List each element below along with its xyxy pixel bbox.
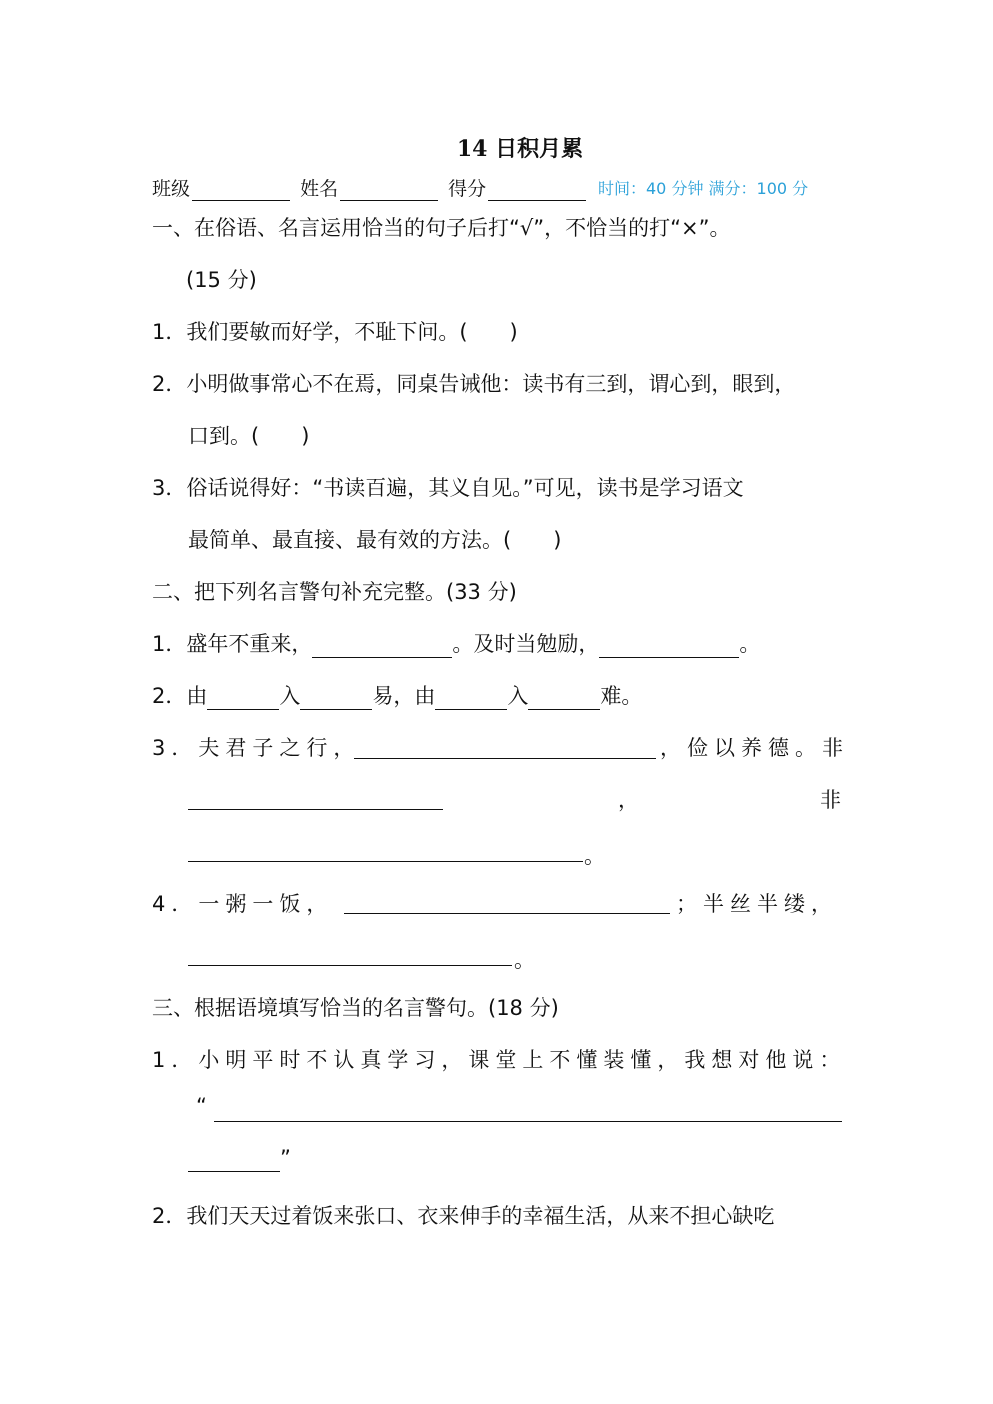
s2-q2-blank-3[interactable] <box>435 687 507 710</box>
s1-question-3-line2: 最简单、最直接、最有效的方法。( ) <box>188 528 562 552</box>
s3-q1-open-quote: “ <box>196 1094 207 1118</box>
page-title: 14 日积月累 <box>456 136 584 162</box>
section1-points: (15 分) <box>186 268 257 292</box>
s2-q2-text-a: 2．由 <box>152 684 208 708</box>
section1-heading: 一、在俗语、名言运用恰当的句子后打“√”，不恰当的打“×”。 <box>152 216 731 240</box>
score-blank[interactable] <box>488 180 586 201</box>
s2-q1-text-c: 。 <box>739 632 761 656</box>
class-label: 班级 <box>152 178 191 200</box>
s3-q1-close-quote: ” <box>280 1146 291 1170</box>
s3-q1-blank-1[interactable] <box>214 1121 842 1122</box>
s2-q3-blank-2[interactable] <box>188 809 443 810</box>
s3-q1-blank-2[interactable] <box>188 1171 280 1172</box>
score-label: 得分 <box>448 178 487 200</box>
s1-question-2-line2: 口到。( ) <box>188 424 310 448</box>
section3-heading: 三、根据语境填写恰当的名言警句。(18 分) <box>152 996 559 1020</box>
s2-q4-blank-2[interactable] <box>188 965 512 966</box>
s2-q2-text-c: 易，由 <box>372 684 436 708</box>
s1-question-1: 1．我们要敏而好学，不耻下问。( ) <box>152 320 518 344</box>
s2-q1-blank-1[interactable] <box>312 635 452 658</box>
s3-question-1-line1: 1．小明平时不认真学习，课堂上不懂装懂，我想对他说： <box>152 1048 847 1072</box>
s2-question-2 <box>152 680 642 710</box>
s2-q2-blank-2[interactable] <box>300 687 372 710</box>
s2-question-1 <box>152 628 760 658</box>
s2-q1-text-b: 。及时当勉励， <box>452 632 600 656</box>
s2-q2-text-b: 入 <box>279 684 301 708</box>
s2-q4-text-c: 。 <box>514 948 535 972</box>
s2-q3-text-d: 非 <box>820 788 841 812</box>
s2-q3-blank-3[interactable] <box>188 861 583 862</box>
name-label: 姓名 <box>300 178 339 200</box>
name-blank[interactable] <box>340 180 438 201</box>
s2-q1-text-a: 1．盛年不重来， <box>152 632 313 656</box>
student-info-row <box>152 174 590 201</box>
s2-q3-text-c: ， <box>618 788 639 812</box>
s1-question-3-line1: 3．俗话说得好：“书读百遍，其义自见。”可见，读书是学习语文 <box>152 476 744 500</box>
s2-q3-text-a: 3．夫君子之行， <box>152 736 361 760</box>
s2-q4-text-a: 4．一粥一饭， <box>152 892 334 916</box>
s2-q4-blank-1[interactable] <box>344 913 670 914</box>
s2-q4-text-b: ；半丝半缕， <box>676 892 838 916</box>
s3-question-2-line1: 2．我们天天过着饭来张口、衣来伸手的幸福生活，从来不担心缺吃 <box>152 1204 775 1228</box>
s2-q3-text-b: ，俭以养德。非 <box>660 736 849 760</box>
time-info: 时间：40 分钟 满分：100 分 <box>598 179 809 198</box>
s2-q2-blank-4[interactable] <box>528 687 600 710</box>
s2-q3-blank-1[interactable] <box>354 758 656 759</box>
s2-q2-blank-1[interactable] <box>207 687 279 710</box>
s2-q2-text-d: 入 <box>507 684 529 708</box>
section2-heading: 二、把下列名言警句补充完整。(33 分) <box>152 580 517 604</box>
class-blank[interactable] <box>192 180 290 201</box>
s2-q3-text-e: 。 <box>584 844 605 868</box>
s2-q2-text-e: 难。 <box>600 684 643 708</box>
s2-q1-blank-2[interactable] <box>599 635 739 658</box>
s1-question-2-line1: 2．小明做事常心不在焉，同桌告诫他：读书有三到，谓心到，眼到， <box>152 372 796 396</box>
